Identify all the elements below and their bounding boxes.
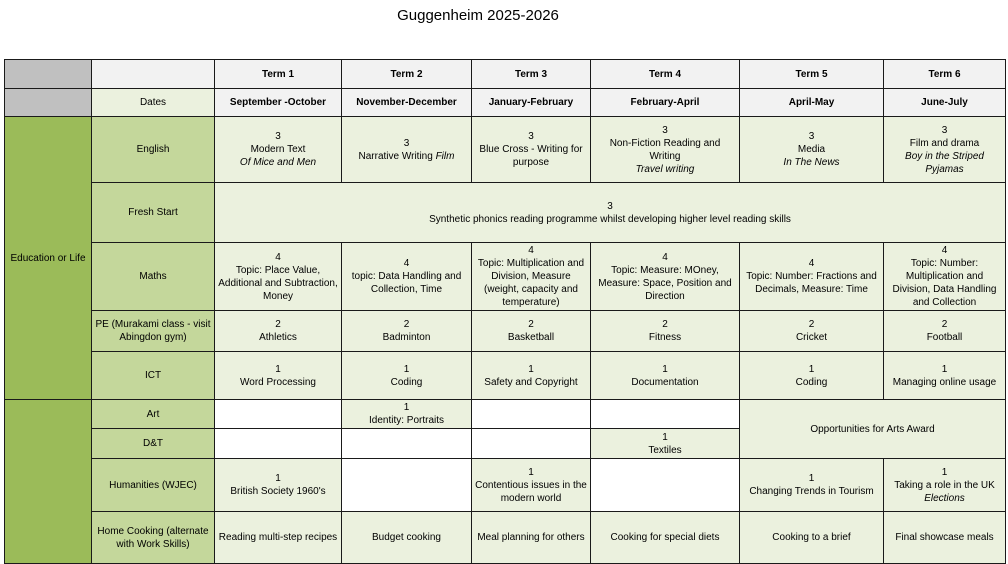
topic-text: Coding bbox=[390, 376, 423, 388]
subject-dt: D&T bbox=[92, 429, 215, 459]
pe-term3-cell bbox=[472, 311, 591, 352]
topic-text: Modern Text bbox=[250, 144, 306, 155]
subject-art: Art bbox=[92, 400, 215, 429]
category-second-block bbox=[5, 400, 92, 564]
date-range: November-December bbox=[342, 89, 472, 117]
credit-value: 3 bbox=[275, 131, 281, 142]
topic-text: Topic: Measure: MOney, Measure: Space, Position and Direction bbox=[598, 264, 732, 302]
credit-value: 1 bbox=[403, 363, 410, 375]
topic-text: Documentation bbox=[631, 376, 699, 388]
credit-value: 1 bbox=[662, 431, 668, 443]
subject-maths: Maths bbox=[92, 243, 215, 311]
term-header: Term 1 bbox=[215, 60, 342, 89]
maths-term1-cell bbox=[215, 243, 342, 311]
topic-text: Textiles bbox=[648, 444, 682, 456]
subject-english: English bbox=[92, 117, 215, 183]
credit-value: 2 bbox=[808, 319, 815, 330]
credit-value: 1 bbox=[275, 473, 281, 484]
topic-text: Film and drama bbox=[909, 137, 980, 149]
art-term4-cell bbox=[591, 400, 740, 429]
date-range: September -October bbox=[215, 89, 342, 117]
subject-humanities: Humanities (WJEC) bbox=[92, 459, 215, 512]
credit-value: 1 bbox=[528, 466, 534, 478]
english-term3-cell bbox=[472, 117, 591, 183]
ict-term2-cell bbox=[342, 352, 472, 400]
topic-text: Media bbox=[797, 144, 826, 155]
pe-term1-cell bbox=[215, 311, 342, 352]
english-term4-cell bbox=[591, 117, 740, 183]
topic-text: Topic: Multiplication and Division, Measure (weight, capacity and temperature) bbox=[477, 258, 585, 308]
topic-text: Word Processing bbox=[240, 376, 316, 388]
topic-text: Opportunities for Arts Award bbox=[810, 423, 935, 435]
credit-value: 3 bbox=[607, 200, 613, 212]
ict-term4-cell bbox=[591, 352, 740, 400]
home-cooking-term1-cell: Reading multi-step recipes bbox=[215, 512, 342, 564]
maths-term5-cell bbox=[740, 243, 884, 311]
humanities-row bbox=[5, 459, 1006, 512]
date-range: February-April bbox=[591, 89, 740, 117]
pe-term5-cell bbox=[740, 311, 884, 352]
home-cooking-term6-cell: Final showcase meals bbox=[884, 512, 1006, 564]
home-cooking-term4-cell: Cooking for special diets bbox=[591, 512, 740, 564]
dates-row bbox=[5, 89, 1006, 117]
humanities-term5-cell bbox=[740, 459, 884, 512]
pe-row bbox=[5, 311, 1006, 352]
art-term2-cell bbox=[342, 400, 472, 429]
dt-term3-cell bbox=[472, 429, 591, 459]
maths-term3-cell bbox=[472, 243, 591, 311]
dt-term1-cell bbox=[215, 429, 342, 459]
topic-note: Boy in the Striped Pyjamas bbox=[905, 150, 984, 175]
credit-value: 3 bbox=[941, 124, 948, 136]
credit-value: 1 bbox=[941, 466, 948, 478]
home-cooking-row bbox=[5, 512, 1006, 564]
term-header: Term 4 bbox=[591, 60, 740, 89]
dates-corner bbox=[5, 89, 92, 117]
credit-value: 2 bbox=[275, 319, 281, 330]
date-range: June-July bbox=[884, 89, 1006, 117]
credit-value: 4 bbox=[403, 258, 410, 269]
topic-text: Badminton bbox=[382, 332, 431, 343]
humanities-term2-cell bbox=[342, 459, 472, 512]
credit-value: 2 bbox=[941, 319, 948, 330]
credit-value: 1 bbox=[941, 363, 948, 375]
date-range: April-May bbox=[740, 89, 884, 117]
corner-cell-2 bbox=[92, 60, 215, 89]
credit-value: 1 bbox=[808, 363, 815, 375]
topic-note: Of Mice and Men bbox=[239, 157, 317, 168]
home-cooking-term3-cell: Meal planning for others bbox=[472, 512, 591, 564]
credit-value: 1 bbox=[275, 363, 281, 375]
maths-term2-cell bbox=[342, 243, 472, 311]
maths-row bbox=[5, 243, 1006, 311]
page-title: Guggenheim 2025-2026 bbox=[397, 7, 559, 24]
english-term1-cell bbox=[215, 117, 342, 183]
english-term6-cell bbox=[884, 117, 1006, 183]
date-range: January-February bbox=[472, 89, 591, 117]
ict-term6-cell bbox=[884, 352, 1006, 400]
topic-text: Basketball bbox=[507, 332, 555, 343]
credit-value: 4 bbox=[941, 245, 948, 256]
topic-note: Elections bbox=[924, 492, 965, 504]
maths-term4-cell bbox=[591, 243, 740, 311]
topic-text: topic: Data Handling and Collection, Time bbox=[351, 271, 462, 295]
credit-value: 2 bbox=[528, 319, 534, 330]
subject-home-cooking: Home Cooking (alternate with Work Skills) bbox=[92, 512, 215, 564]
english-term2-cell bbox=[342, 117, 472, 183]
ict-term3-cell bbox=[472, 352, 591, 400]
credit-value: 3 bbox=[662, 124, 668, 136]
topic-text: Coding bbox=[795, 376, 828, 388]
topic-text: Cricket bbox=[795, 332, 828, 343]
credit-value: 4 bbox=[275, 251, 281, 263]
ict-row bbox=[5, 352, 1006, 400]
topic-text: Topic: Number: Multiplication and Division, Data Handling and Collection bbox=[892, 258, 997, 308]
subject-ict: ICT bbox=[92, 352, 215, 400]
topic-text: Fitness bbox=[648, 332, 682, 343]
humanities-term4-cell bbox=[591, 459, 740, 512]
credit-value: 4 bbox=[662, 251, 668, 263]
curriculum-table bbox=[4, 59, 1006, 564]
topic-text: Narrative Writing bbox=[358, 150, 433, 162]
topic-text: British Society 1960's bbox=[230, 486, 326, 497]
dates-label: Dates bbox=[92, 89, 215, 117]
topic-text: Blue Cross - Writing for purpose bbox=[479, 144, 583, 168]
home-cooking-term5-cell: Cooking to a brief bbox=[740, 512, 884, 564]
credit-value: 1 bbox=[403, 402, 410, 413]
term-header: Term 2 bbox=[342, 60, 472, 89]
topic-note: In The News bbox=[783, 157, 840, 168]
pe-term4-cell bbox=[591, 311, 740, 352]
arts-award-cell bbox=[740, 400, 1006, 459]
topic-text: Football bbox=[926, 332, 963, 343]
topic-note: Film bbox=[435, 150, 455, 162]
fresh-start-cell bbox=[215, 183, 1006, 243]
credit-value: 2 bbox=[403, 319, 410, 330]
topic-text: Non-Fiction Reading and Writing bbox=[609, 137, 721, 162]
credit-value: 1 bbox=[662, 363, 668, 375]
topic-text: Safety and Copyright bbox=[484, 376, 578, 388]
credit-value: 3 bbox=[403, 137, 410, 149]
terms-header-row bbox=[5, 60, 1006, 89]
art-term3-cell bbox=[472, 400, 591, 429]
credit-value: 4 bbox=[528, 245, 534, 256]
art-term1-cell bbox=[215, 400, 342, 429]
english-row bbox=[5, 117, 1006, 183]
topic-text: Topic: Number: Fractions and Decimals, Measure: Time bbox=[746, 271, 877, 295]
maths-term6-cell bbox=[884, 243, 1006, 311]
credit-value: 3 bbox=[808, 131, 815, 142]
category-education-or-life: Education or Life bbox=[5, 117, 92, 400]
humanities-term1-cell bbox=[215, 459, 342, 512]
topic-text: Changing Trends in Tourism bbox=[749, 486, 874, 497]
credit-value: 1 bbox=[528, 363, 534, 375]
credit-value: 2 bbox=[662, 319, 668, 330]
term-header: Term 3 bbox=[472, 60, 591, 89]
dt-term4-cell bbox=[591, 429, 740, 459]
topic-text: Managing online usage bbox=[892, 376, 997, 388]
ict-term5-cell bbox=[740, 352, 884, 400]
topic-text: Synthetic phonics reading programme whilst developing higher level reading skills bbox=[429, 213, 791, 225]
humanities-term6-cell bbox=[884, 459, 1006, 512]
humanities-term3-cell bbox=[472, 459, 591, 512]
topic-text: Taking a role in the UK bbox=[894, 479, 995, 491]
topic-text: Athletics bbox=[259, 332, 297, 343]
topic-text: Identity: Portraits bbox=[368, 415, 445, 426]
credit-value: 4 bbox=[808, 258, 815, 269]
term-header: Term 6 bbox=[884, 60, 1006, 89]
corner-cell bbox=[5, 60, 92, 89]
credit-value: 1 bbox=[808, 473, 815, 484]
term-header: Term 5 bbox=[740, 60, 884, 89]
pe-term2-cell bbox=[342, 311, 472, 352]
topic-text: Contentious issues in the modern world bbox=[475, 479, 587, 504]
pe-term6-cell bbox=[884, 311, 1006, 352]
ict-term1-cell bbox=[215, 352, 342, 400]
dt-term2-cell bbox=[342, 429, 472, 459]
topic-note: Travel writing bbox=[635, 163, 695, 175]
english-term5-cell bbox=[740, 117, 884, 183]
topic-text: Topic: Place Value, Additional and Subtraction, Money bbox=[218, 264, 338, 302]
fresh-start-row bbox=[5, 183, 1006, 243]
credit-value: 3 bbox=[528, 131, 534, 142]
subject-fresh-start: Fresh Start bbox=[92, 183, 215, 243]
home-cooking-term2-cell: Budget cooking bbox=[342, 512, 472, 564]
subject-pe: PE (Murakami class - visit Abingdon gym) bbox=[92, 311, 215, 352]
art-row bbox=[5, 400, 1006, 429]
